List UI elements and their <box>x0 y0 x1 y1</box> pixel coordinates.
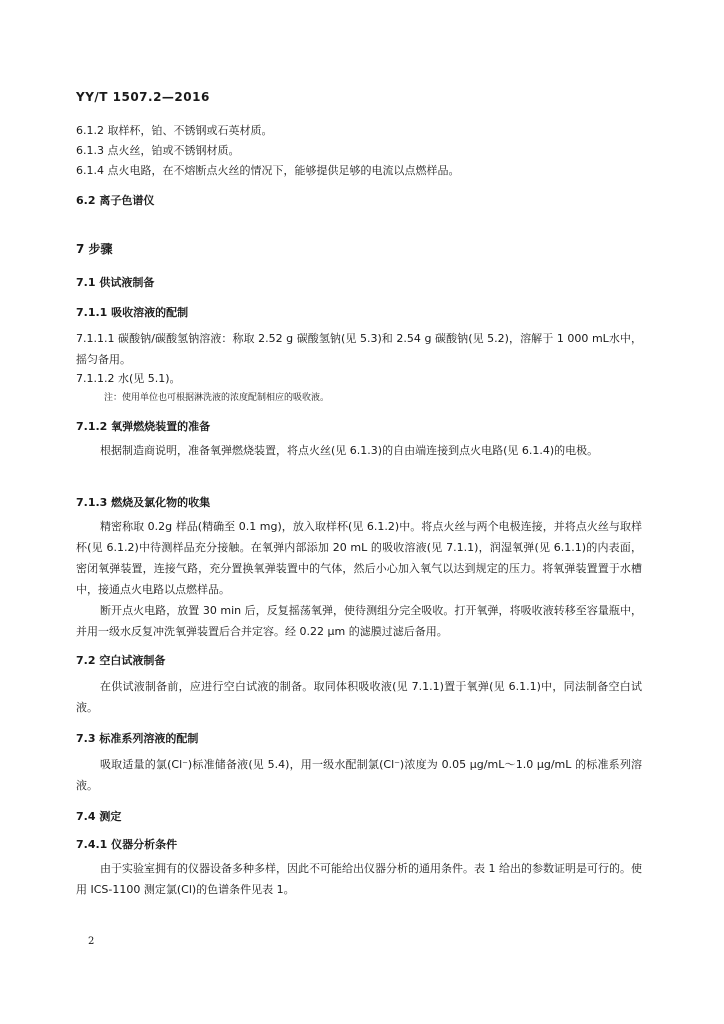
paragraph-7-2: 在供试液制备前，应进行空白试液的制备。取同体积吸收液(见 7.1.1)置于氧弹(见 6.1.1)中，同法制备空白试液。 <box>76 680 642 714</box>
heading-7-3: 7.3 标准系列溶液的配制 <box>76 732 199 745</box>
item-7-1-1-2: 7.1.1.2 水(见 5.1)。 <box>76 372 181 385</box>
heading-7-2: 7.2 空白试液制备 <box>76 654 166 667</box>
standard-code-header: YY/T 1507.2—2016 <box>76 90 210 104</box>
paragraph-7-1-2: 根据制造商说明，准备氧弹燃烧装置，将点火丝(见 6.1.3)的自由端连接到点火电路(见 6.1.4)的电极。 <box>100 444 599 457</box>
paragraph-7-1-1-1: 7.1.1.1 碳酸钠/碳酸氢钠溶液：称取 2.52 g 碳酸氢钠(见 5.3)和 2.54 g 碳酸钠(见 5.2)，溶解于 1 000 mL水中，摇匀备用。 <box>76 332 642 366</box>
heading-7-1: 7.1 供试液制备 <box>76 276 155 289</box>
paragraph-7-3: 吸取适量的氯(Cl⁻)标准储备液(见 5.4)，用一级水配制氯(Cl⁻)浓度为 0.05 μg/mL～1.0 μg/mL 的标准系列溶液。 <box>76 758 642 792</box>
page-number: 2 <box>88 936 95 947</box>
heading-6-2: 6.2 离子色谱仪 <box>76 194 155 207</box>
paragraph-7-1-3-a: 精密称取 0.2g 样品(精确至 0.1 mg)，放入取样杯(见 6.1.2)中。将点火丝与两个电极连接，并将点火丝与取样杯(见 6.1.2)中待测样品充分接触。在氧弹内部添加 20 mL 的吸收溶液(见 7.1.1)，润湿氧弹(见 6.1.1)的内表面，密闭氧弹装置，连接气路，充分置换氧弹装置中的气体，然后小心加入氧气以达到规定的压力。将氧弹装置置于水槽中，接通点火电路以点燃样品。 <box>76 520 642 596</box>
heading-7-1-3: 7.1.3 燃烧及氯化物的收集 <box>76 496 211 509</box>
paragraph-7-4-1: 由于实验室拥有的仪器设备多种多样，因此不可能给出仪器分析的通用条件。表 1 给出的参数证明是可行的。使用 ICS-1100 测定氯(Cl)的色谱条件见表 1。 <box>76 862 642 896</box>
item-6-1-3: 6.1.3 点火丝，铂或不锈钢材质。 <box>76 144 240 157</box>
heading-7-1-2: 7.1.2 氧弹燃烧装置的准备 <box>76 420 211 433</box>
heading-7-4-1: 7.4.1 仪器分析条件 <box>76 838 178 851</box>
paragraph-7-1-3-b: 断开点火电路，放置 30 min 后，反复摇荡氧弹，使待测组分完全吸收。打开氧弹，将吸收液转移至容量瓶中，并用一级水反复冲洗氧弹装置后合并定容。经 0.22 μm 的滤膜过滤后备用。 <box>76 604 642 638</box>
item-6-1-4: 6.1.4 点火电路，在不熔断点火丝的情况下，能够提供足够的电流以点燃样品。 <box>76 164 460 177</box>
heading-7-1-1: 7.1.1 吸收溶液的配制 <box>76 306 189 319</box>
note-absorption: 注：使用单位也可根据淋洗液的浓度配制相应的吸收液。 <box>104 393 330 403</box>
heading-7-4: 7.4 测定 <box>76 810 122 823</box>
item-6-1-2: 6.1.2 取样杯，铂、不锈钢或石英材质。 <box>76 124 273 137</box>
heading-7: 7 步骤 <box>76 242 113 256</box>
